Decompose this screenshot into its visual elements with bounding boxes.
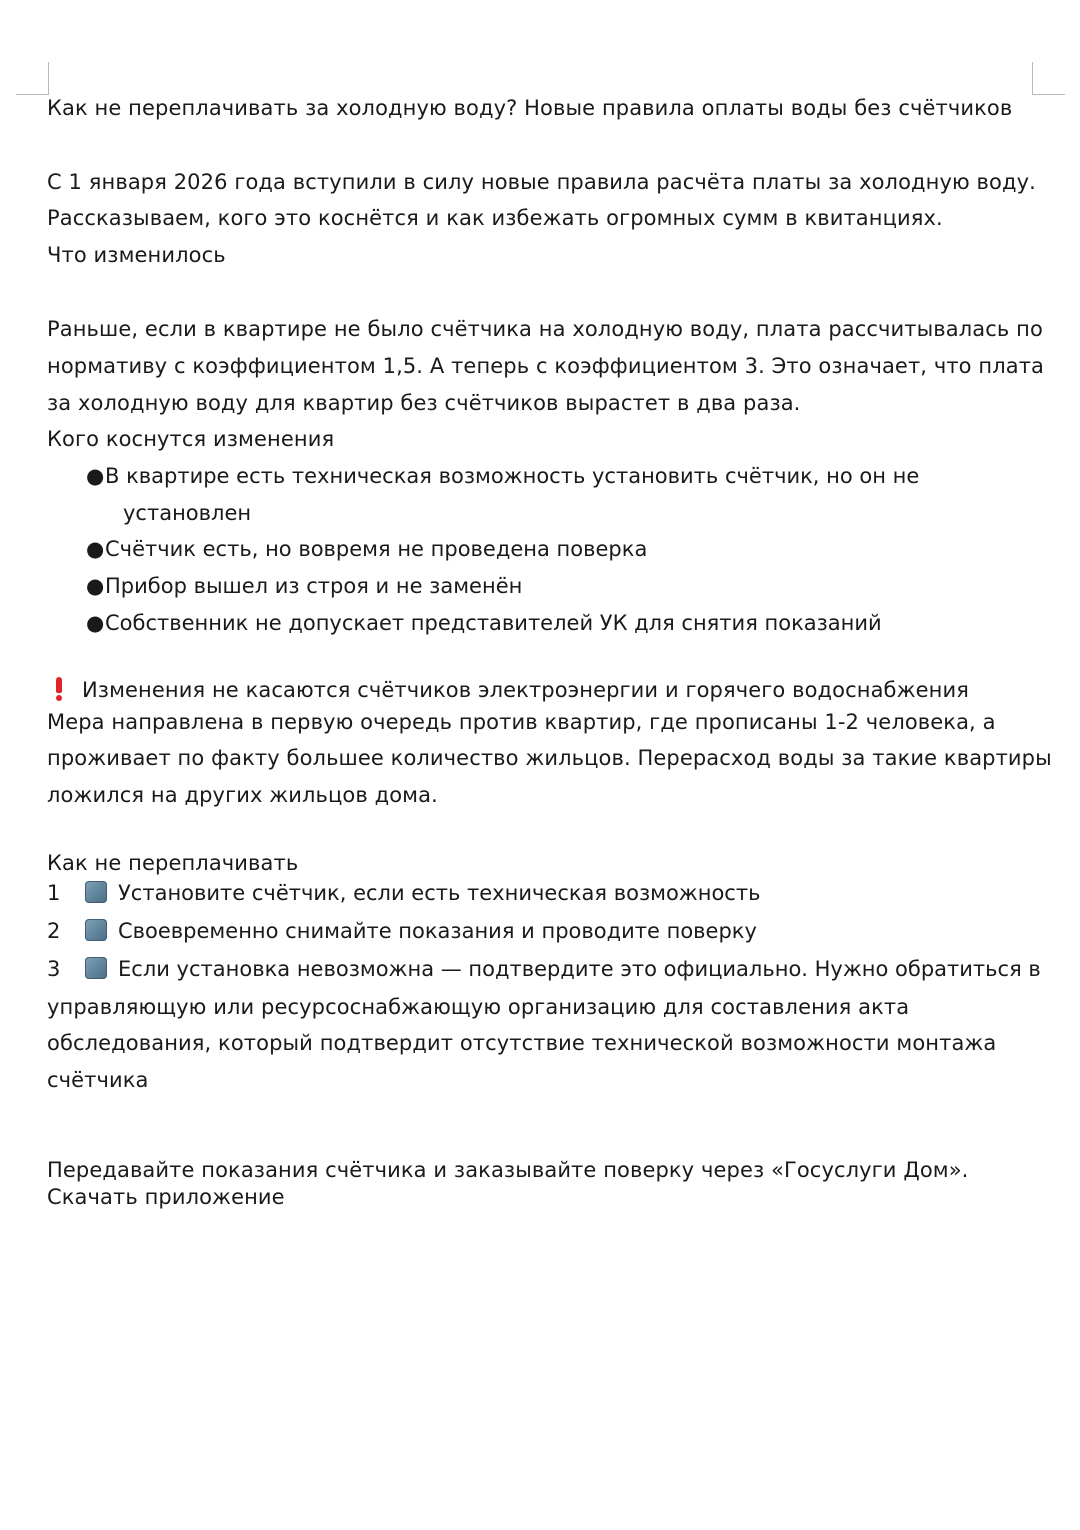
blue-square-icon [85, 919, 107, 941]
notice-text: Изменения не касаются счётчиков электроэнергии и горячего водоснабжения [82, 678, 969, 702]
list-item-text: Собственник не допускает представителей УК для снятия показаний [105, 611, 882, 635]
list-item [86, 572, 522, 600]
notice-line [47, 676, 969, 704]
list-item [86, 462, 919, 490]
intro-line-2: Рассказываем, кого это коснётся и как избежать огромных сумм в квитанциях. [47, 206, 943, 230]
section-heading-changed: Что изменилось [47, 243, 226, 267]
changed-line-1: Раньше, если в квартире не было счётчика на холодную воду, плата рассчитывалась по [47, 317, 1043, 341]
red-exclamation-icon [53, 677, 65, 701]
bullet-icon: ● [86, 574, 105, 598]
download-app-link[interactable]: Скачать приложение [47, 1185, 285, 1209]
list-item-text: В квартире есть техническая возможность установить счётчик, но он не [105, 464, 920, 488]
blue-square-icon [85, 957, 107, 979]
crop-mark-top-left [16, 62, 49, 95]
notice-body-line-3: ложился на других жильцов дома. [47, 783, 438, 807]
step-number: 1 [47, 881, 61, 905]
changed-line-3: за холодную воду для квартир без счётчиков вырастет в два раза. [47, 391, 801, 415]
notice-body-line-2: проживает по факту большее количество жильцов. Перерасход воды за такие квартиры [47, 746, 1052, 770]
numbered-step [47, 955, 1041, 983]
step-number: 3 [47, 957, 61, 981]
intro-line-1: С 1 января 2026 года вступили в силу новые правила расчёта платы за холодную воду. [47, 170, 1036, 194]
step-3-continuation-1: управляющую или ресурсоснабжающую организацию для составления акта [47, 995, 910, 1019]
document-title: Как не переплачивать за холодную воду? Новые правила оплаты воды без счётчиков [47, 96, 1013, 120]
numbered-step [47, 917, 757, 945]
list-item-text: Счётчик есть, но вовремя не проведена поверка [105, 537, 648, 561]
list-item-text: Прибор вышел из строя и не заменён [105, 574, 523, 598]
footer-line: Передавайте показания счётчика и заказывайте поверку через «Госуслуги Дом». [47, 1158, 969, 1182]
list-item [86, 535, 647, 563]
step-text: Своевременно снимайте показания и проводите поверку [118, 919, 757, 943]
step-text: Установите счётчик, если есть техническая возможность [118, 881, 761, 905]
section-heading-who: Кого коснутся изменения [47, 427, 335, 451]
crop-mark-top-right [1032, 62, 1065, 95]
blue-square-icon [85, 881, 107, 903]
bullet-icon: ● [86, 611, 105, 635]
list-item [86, 609, 882, 637]
bullet-icon: ● [86, 464, 105, 488]
step-3-continuation-2: обследования, который подтвердит отсутствие технической возможности монтажа [47, 1031, 997, 1055]
step-text: Если установка невозможна — подтвердите это официально. Нужно обратиться в [118, 957, 1041, 981]
section-heading-howto: Как не переплачивать [47, 851, 299, 875]
step-3-continuation-3: счётчика [47, 1068, 149, 1092]
bullet-icon: ● [86, 537, 105, 561]
notice-body-line-1: Мера направлена в первую очередь против квартир, где прописаны 1-2 человека, а [47, 710, 996, 734]
step-number: 2 [47, 919, 61, 943]
numbered-step [47, 879, 760, 907]
list-item-continuation: установлен [123, 501, 252, 525]
changed-line-2: нормативу с коэффициентом 1,5. А теперь с коэффициентом 3. Это означает, что плата [47, 354, 1045, 378]
